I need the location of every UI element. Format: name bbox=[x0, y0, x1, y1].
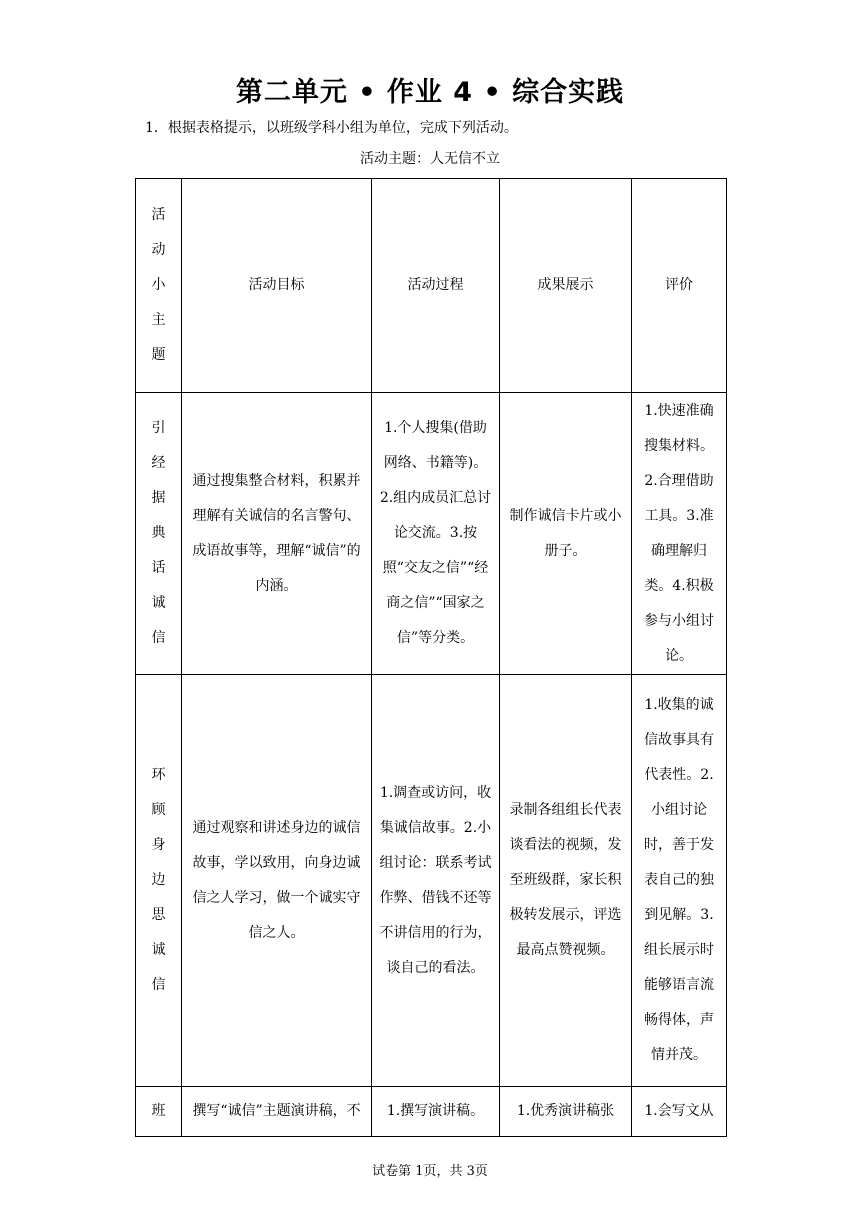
question-text: 1．根据表格提示，以班级学科小组为单位，完成下列活动。 bbox=[145, 120, 518, 136]
header-evaluation: 评价 bbox=[632, 179, 727, 393]
row-evaluation: 1.快速准确搜集材料。2.合理借助工具。3.准确理解归类。4.积极参与小组讨论。 bbox=[632, 393, 727, 675]
table-row bbox=[136, 1087, 727, 1137]
header-result: 成果展示 bbox=[500, 179, 632, 393]
table-row bbox=[136, 393, 727, 675]
activity-subject: 活动主题：人无信不立 bbox=[360, 151, 500, 167]
header-goal: 活动目标 bbox=[182, 179, 372, 393]
row-process: 1.撰写演讲稿。 bbox=[372, 1087, 500, 1137]
row-goal: 通过观察和讲述身边的诚信故事，学以致用，向身边诚信之人学习，做一个诚实守信之人。 bbox=[182, 675, 372, 1087]
row-goal: 通过搜集整合材料，积累并理解有关诚信的名言警句、成语故事等，理解“诚信”的内涵。 bbox=[182, 393, 372, 675]
page-title: 第二单元 • 作业 4 • 综合实践 bbox=[235, 77, 625, 108]
activity-table bbox=[135, 178, 727, 1137]
row-result: 1.优秀演讲稿张 bbox=[500, 1087, 632, 1137]
page-footer: 试卷第 1页，共 3页 bbox=[372, 1164, 488, 1179]
row-evaluation: 1.收集的诚信故事具有代表性。2.小组讨论时，善于发表自己的独到见解。3.组长展示时能够语言流畅得体，声情并茂。 bbox=[632, 675, 727, 1087]
header-process: 活动过程 bbox=[372, 179, 500, 393]
header-theme: 活动小主题 bbox=[136, 179, 182, 393]
row-theme: 引经据典话诚信 bbox=[136, 393, 182, 675]
row-result: 制作诚信卡片或小册子。 bbox=[500, 393, 632, 675]
row-goal: 撰写“诚信”主题演讲稿，不 bbox=[182, 1087, 372, 1137]
row-theme: 环顾身边思诚信 bbox=[136, 675, 182, 1087]
row-evaluation: 1.会写文从 bbox=[632, 1087, 727, 1137]
row-theme: 班 bbox=[136, 1087, 182, 1137]
row-process: 1.个人搜集(借助网络、书籍等)。2.组内成员汇总讨论交流。3.按照“交友之信”“经商之信”“国家之信”等分类。 bbox=[372, 393, 500, 675]
table-header-row bbox=[136, 179, 727, 393]
row-process: 1.调查或访问，收集诚信故事。2.小组讨论：联系考试作弊、借钱不还等不讲信用的行为，谈自己的看法。 bbox=[372, 675, 500, 1087]
table-row bbox=[136, 675, 727, 1087]
row-result: 录制各组组长代表谈看法的视频，发至班级群，家长积极转发展示，评选最高点赞视频。 bbox=[500, 675, 632, 1087]
